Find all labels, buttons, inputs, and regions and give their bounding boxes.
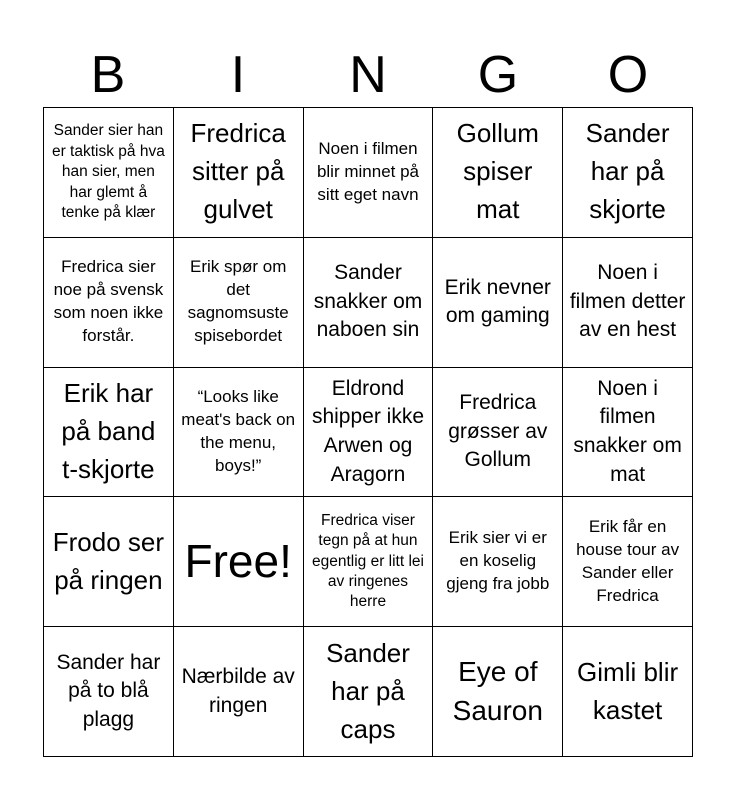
bingo-cell[interactable] [563,108,693,238]
header-letter-b: B [90,46,126,104]
cell-text: Erik har på band t-skjorte [61,378,156,484]
bingo-cell[interactable] [304,497,434,627]
cell-text: Eye of Sauron [452,655,543,726]
cell-text: Erik får en house tour av Sander eller Fredrica [576,516,680,605]
cell-text: Noen i filmen snakker om mat [573,376,682,486]
bingo-cell[interactable] [174,368,304,498]
cell-text: Fredrica sier noe på svensk som noen ikke forstår. [53,257,164,346]
bingo-cell[interactable] [433,368,563,498]
bingo-cell[interactable] [44,108,174,238]
cell-text: Sander snakker om naboen sin [313,261,423,342]
cell-text: Sander sier han er taktisk på hva han sier, men har glemt å tenke på klær [51,122,165,222]
cell-text: Sander har på caps [326,637,410,744]
free-space-cell[interactable] [174,497,304,627]
bingo-cell[interactable] [304,108,434,238]
header-letter-o: O [607,46,649,104]
bingo-cell[interactable] [44,238,174,368]
bingo-cell[interactable] [563,238,693,368]
bingo-cell[interactable] [44,368,174,498]
bingo-cell[interactable] [174,238,304,368]
cell-text: Fredrica viser tegn på at hun egentlig er litt lei av ringenes herre [311,511,424,611]
bingo-cell[interactable] [304,238,434,368]
cell-text: Erik spør om det sagnomsuste spisebordet [187,257,289,346]
bingo-cell[interactable] [433,627,563,757]
cell-text: Erik sier vi er en koselig gjeng fra jobb [446,528,550,594]
bingo-board [43,107,693,757]
bingo-cell[interactable] [563,368,693,498]
cell-text: Sander har på to blå plagg [56,650,161,731]
cell-text: Nærbilde av ringen [181,665,295,717]
bingo-cell[interactable] [44,627,174,757]
bingo-cell[interactable] [433,108,563,238]
bingo-cell[interactable] [174,108,304,238]
header-letter-g: G [477,46,519,104]
cell-text: Gimli blir kastet [577,656,679,725]
bingo-cell[interactable] [433,238,563,368]
cell-text: “Looks like meat's back on the menu, boys!” [181,387,296,475]
bingo-cell[interactable] [174,627,304,757]
bingo-cell[interactable] [44,497,174,627]
bingo-cell[interactable] [563,627,693,757]
bingo-cell[interactable] [304,627,434,757]
cell-text: Sander har på skjorte [585,118,670,225]
cell-text: Frodo ser på ringen [52,526,165,595]
header-letter-n: N [349,46,387,104]
cell-text: Eldrond shipper ikke Arwen og Aragorn [311,376,425,486]
bingo-header [43,44,693,106]
bingo-cell[interactable] [304,368,434,498]
cell-text: Noen i filmen blir minnet på sitt eget navn [316,138,420,204]
free-space-label: Free! [184,535,292,588]
header-letter-i: I [230,46,246,104]
cell-text: Erik nevner om gaming [444,275,551,328]
cell-text: Gollum spiser mat [456,118,539,225]
bingo-cell[interactable] [563,497,693,627]
cell-text: Fredrica grøsser av Gollum [448,391,548,472]
cell-text: Noen i filmen detter av en hest [569,261,686,342]
bingo-cell[interactable] [433,497,563,627]
cell-text: Fredrica sitter på gulvet [190,118,286,225]
